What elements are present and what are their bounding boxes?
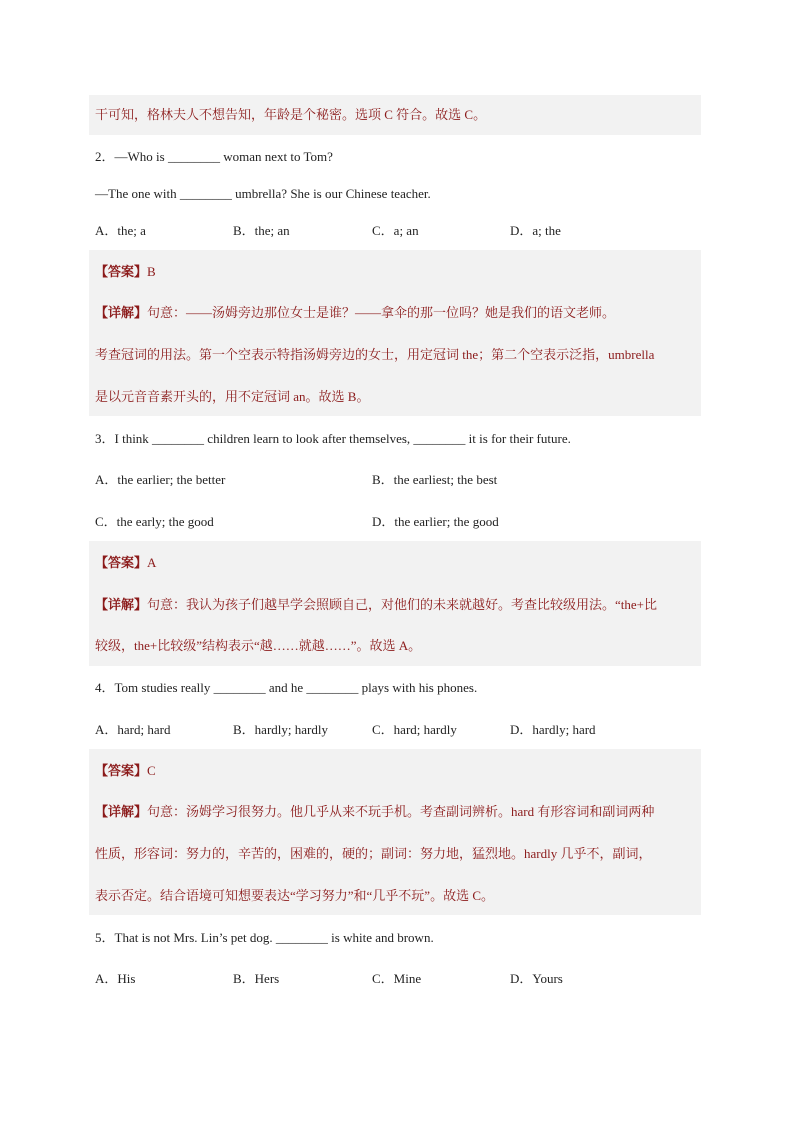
- q2-detail-line-2: 考查冠词的用法。第一个空表示特指汤姆旁边的女士，用定冠词 the；第二个空表示泛指，umbrella: [95, 347, 655, 362]
- question-5-line-1: 5．That is not Mrs. Lin’s pet dog. ________ is white and brown.: [95, 930, 434, 945]
- q4-answer: [95, 763, 156, 779]
- q2-option-a[interactable]: A．the; a: [95, 223, 146, 238]
- q5-option-d[interactable]: D．Yours: [510, 971, 563, 986]
- answer-label: 【答案】: [95, 555, 148, 570]
- detail-label: 【详解】: [95, 804, 148, 819]
- answer-label: 【答案】: [95, 763, 148, 778]
- q2-option-b[interactable]: B．the; an: [233, 223, 290, 238]
- q4-detail-line-3: 表示否定。结合语境可知想要表达“学习努力”和“几乎不玩”。故选 C。: [95, 888, 495, 903]
- q3-option-a[interactable]: A．the earlier; the better: [95, 472, 226, 487]
- q5-option-a[interactable]: A．His: [95, 971, 136, 986]
- q2-answer: [95, 264, 156, 280]
- q4-option-c[interactable]: C．hard; hardly: [372, 722, 457, 737]
- q5-option-c[interactable]: C．Mine: [372, 971, 422, 986]
- detail-label: 【详解】: [95, 305, 148, 320]
- q4-option-a[interactable]: A．hard; hard: [95, 722, 171, 737]
- question-2-line-1: 2．—Who is ________ woman next to Tom?: [95, 149, 333, 164]
- q3-detail-line-2: 较级，the+比较级”结构表示“越……就越……”。故选 A。: [95, 638, 422, 653]
- q3-detail-line-1: [95, 597, 657, 613]
- detail-label: 【详解】: [95, 597, 148, 612]
- answer-value: A: [147, 555, 157, 570]
- q3-option-d[interactable]: D．the earlier; the good: [372, 514, 499, 529]
- q2-detail-line-3: 是以元音音素开头的，用不定冠词 an。故选 B。: [95, 389, 370, 404]
- detail-text: 句意：——汤姆旁边那位女士是谁？——拿伞的那一位吗？她是我们的语文老师。: [147, 305, 616, 320]
- answer-value: B: [147, 264, 156, 279]
- q4-detail-line-1: [95, 804, 654, 820]
- q2-option-c[interactable]: C．a; an: [372, 223, 419, 238]
- q2-detail-line-1: [95, 305, 615, 321]
- question-2-line-2: —The one with ________ umbrella? She is our Chinese teacher.: [95, 186, 431, 201]
- question-4-line-1: 4．Tom studies really ________ and he ________ plays with his phones.: [95, 680, 478, 695]
- q4-detail-line-2: 性质，形容词：努力的，辛苦的，困难的，硬的；副词：努力地，猛烈地。hardly 几乎不，副词，: [95, 846, 652, 861]
- detail-text: 句意：汤姆学习很努力。他几乎从来不玩手机。考查副词辨析。hard 有形容词和副词两种: [147, 804, 655, 819]
- q2-option-d[interactable]: D．a; the: [510, 223, 561, 238]
- q3-option-b[interactable]: B．the earliest; the best: [372, 472, 498, 487]
- q3-answer: [95, 555, 156, 571]
- q4-option-b[interactable]: B．hardly; hardly: [233, 722, 328, 737]
- question-3-line-1: 3．I think ________ children learn to look after themselves, ________ it is for their future.: [95, 431, 571, 446]
- q5-option-b[interactable]: B．Hers: [233, 971, 280, 986]
- answer-label: 【答案】: [95, 264, 148, 279]
- q3-option-c[interactable]: C．the early; the good: [95, 514, 214, 529]
- explanation-text: 干可知，格林夫人不想告知，年龄是个秘密。选项 C 符合。故选 C。: [95, 107, 487, 122]
- answer-value: C: [147, 763, 156, 778]
- detail-text: 句意：我认为孩子们越早学会照顾自己，对他们的未来就越好。考查比较级用法。“the+比: [147, 597, 657, 612]
- q4-option-d[interactable]: D．hardly; hard: [510, 722, 596, 737]
